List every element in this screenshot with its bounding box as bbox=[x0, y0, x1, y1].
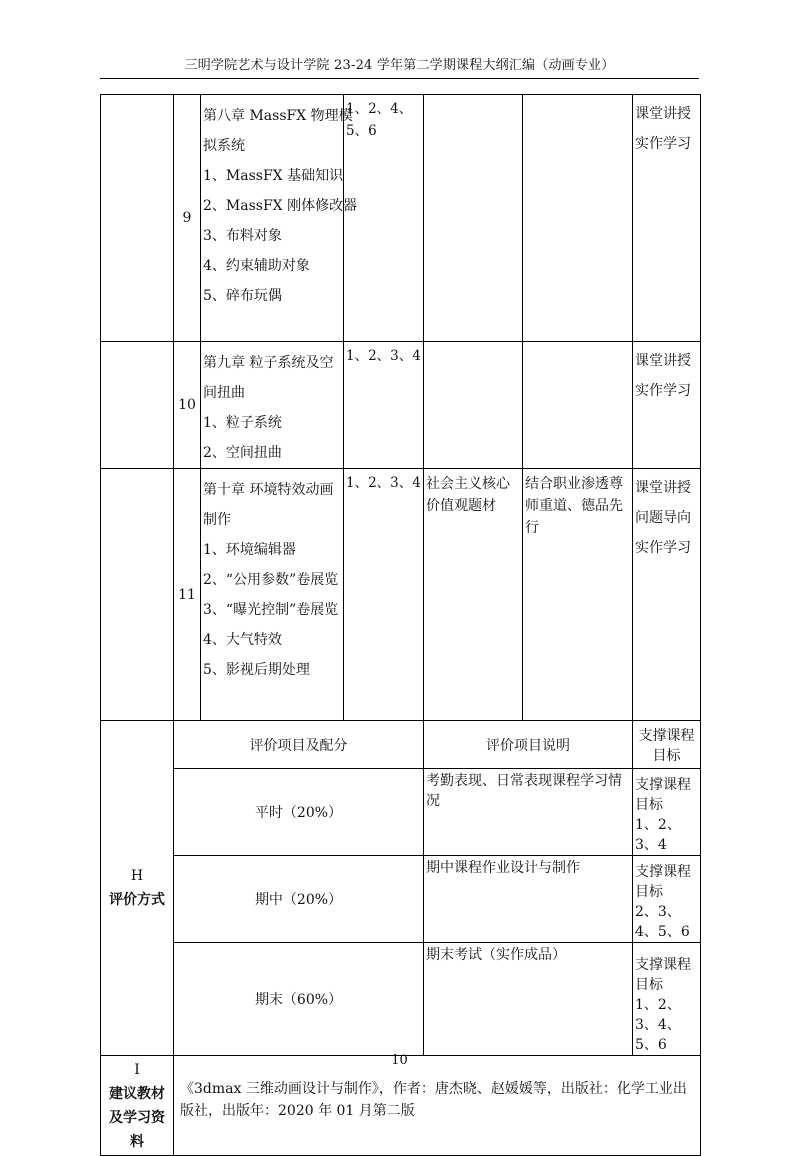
content-line: 4、大气特效 bbox=[203, 632, 282, 648]
header-rule bbox=[100, 78, 699, 79]
resource-cell bbox=[424, 95, 523, 342]
textbook-label-line: 建议教材 bbox=[109, 1085, 165, 1102]
eval-target-label: 支撑课程目标 bbox=[635, 777, 691, 813]
eval-item-name: 平时（20%） bbox=[174, 769, 424, 856]
content-line: 1、粒子系统 bbox=[203, 415, 282, 431]
row-number: 11 bbox=[174, 469, 201, 721]
blank-cell bbox=[101, 469, 174, 721]
content-cell bbox=[201, 342, 344, 469]
textbook-row bbox=[101, 1056, 701, 1156]
ideology-cell bbox=[523, 342, 633, 469]
eval-header-desc: 评价项目说明 bbox=[424, 721, 633, 769]
eval-target-values: 1、2、3、4、5、6 bbox=[635, 997, 681, 1053]
content-line: 2、“公用参数”卷展览 bbox=[203, 572, 339, 588]
page-header: 三明学院艺术与设计学院 23-24 学年第二学期课程大纲汇编（动画专业） bbox=[184, 58, 615, 73]
targets-cell: 1、2、3、4 bbox=[344, 342, 424, 469]
content-line: 第八章 MassFX 物理模 bbox=[203, 108, 353, 124]
methods-cell bbox=[633, 469, 701, 721]
blank-cell bbox=[101, 95, 174, 342]
content-line: 拟系统 bbox=[203, 138, 245, 154]
method-item: 问题导向 bbox=[635, 510, 691, 526]
eval-item-desc: 考勤表现、日常表现课程学习情况 bbox=[424, 769, 633, 856]
eval-item-target bbox=[633, 943, 701, 1056]
content-line: 间扭曲 bbox=[203, 385, 245, 401]
eval-header-item: 评价项目及配分 bbox=[174, 721, 424, 769]
textbook-label bbox=[101, 1056, 174, 1156]
ideology-cell bbox=[523, 95, 633, 342]
textbook-label-line: 及学习资 bbox=[109, 1109, 165, 1126]
eval-item-target bbox=[633, 856, 701, 943]
method-item: 课堂讲授 bbox=[635, 353, 691, 369]
content-line: 2、MassFX 刚体修改器 bbox=[203, 198, 358, 214]
content-line: 5、影视后期处理 bbox=[203, 662, 310, 678]
resource-cell bbox=[424, 342, 523, 469]
content-line: 2、空间扭曲 bbox=[203, 445, 282, 461]
content-line: 第九章 粒子系统及空 bbox=[203, 355, 334, 371]
textbook-letter: I bbox=[134, 1061, 140, 1078]
ideology-cell: 结合职业渗透尊师重道、德品先行 bbox=[523, 469, 633, 721]
content-line: 3、布料对象 bbox=[203, 228, 282, 244]
resource-cell: 社会主义核心价值观题材 bbox=[424, 469, 523, 721]
targets-cell: 1、2、4、5、6 bbox=[344, 95, 424, 342]
content-line: 3、“曝光控制”卷展览 bbox=[203, 602, 339, 618]
syllabus-table bbox=[100, 94, 701, 1156]
eval-target-label: 支撑课程目标 bbox=[635, 957, 691, 993]
content-line: 4、约束辅助对象 bbox=[203, 258, 310, 274]
eval-header-target: 支撑课程目标 bbox=[633, 721, 701, 769]
eval-target-values: 2、3、4、5、6 bbox=[635, 904, 690, 940]
method-item: 课堂讲授 bbox=[635, 480, 691, 496]
table-row bbox=[101, 469, 701, 721]
content-cell bbox=[201, 95, 358, 342]
evaluation-row bbox=[101, 943, 701, 1056]
table-row bbox=[101, 95, 701, 342]
method-item: 实作学习 bbox=[635, 136, 691, 152]
content-line: 1、环境编辑器 bbox=[203, 542, 296, 558]
eval-item-desc: 期中课程作业设计与制作 bbox=[424, 856, 633, 943]
methods-cell bbox=[633, 342, 701, 469]
method-item: 课堂讲授 bbox=[635, 106, 691, 122]
eval-target-label: 支撑课程目标 bbox=[635, 864, 691, 900]
eval-item-target bbox=[633, 769, 701, 856]
targets-cell: 1、2、3、4 bbox=[344, 469, 424, 721]
eval-item-desc: 期末考试（实作成品） bbox=[424, 943, 633, 1056]
blank-cell bbox=[101, 342, 174, 469]
textbook-label-line: 料 bbox=[130, 1133, 144, 1150]
evaluation-title: 评价方式 bbox=[109, 892, 165, 908]
methods-cell bbox=[633, 95, 701, 342]
table-row bbox=[101, 342, 701, 469]
content-line: 制作 bbox=[203, 512, 231, 528]
content-line: 1、MassFX 基础知识 bbox=[203, 168, 344, 184]
content-line: 5、碎布玩偶 bbox=[203, 288, 282, 304]
evaluation-row bbox=[101, 856, 701, 943]
row-number: 9 bbox=[174, 95, 201, 342]
textbook-text: 《3dmax 三维动画设计与制作》，作者：唐杰晓、赵媛媛等，出版社：化学工业出版社，出版年：2020 年 01 月第二版 bbox=[174, 1056, 701, 1156]
method-item: 实作学习 bbox=[635, 383, 691, 399]
eval-item-name: 期末（60%） bbox=[174, 943, 424, 1056]
eval-target-values: 1、2、3、4 bbox=[635, 817, 681, 853]
evaluation-label bbox=[101, 721, 174, 1056]
content-cell bbox=[201, 469, 344, 721]
evaluation-row bbox=[101, 769, 701, 856]
eval-item-name: 期中（20%） bbox=[174, 856, 424, 943]
method-item: 实作学习 bbox=[635, 540, 691, 556]
evaluation-header-row bbox=[101, 721, 701, 769]
page-number: 10 bbox=[391, 1053, 408, 1068]
row-number: 10 bbox=[174, 342, 201, 469]
evaluation-letter: H bbox=[130, 868, 144, 884]
content-line: 第十章 环境特效动画 bbox=[203, 482, 334, 498]
